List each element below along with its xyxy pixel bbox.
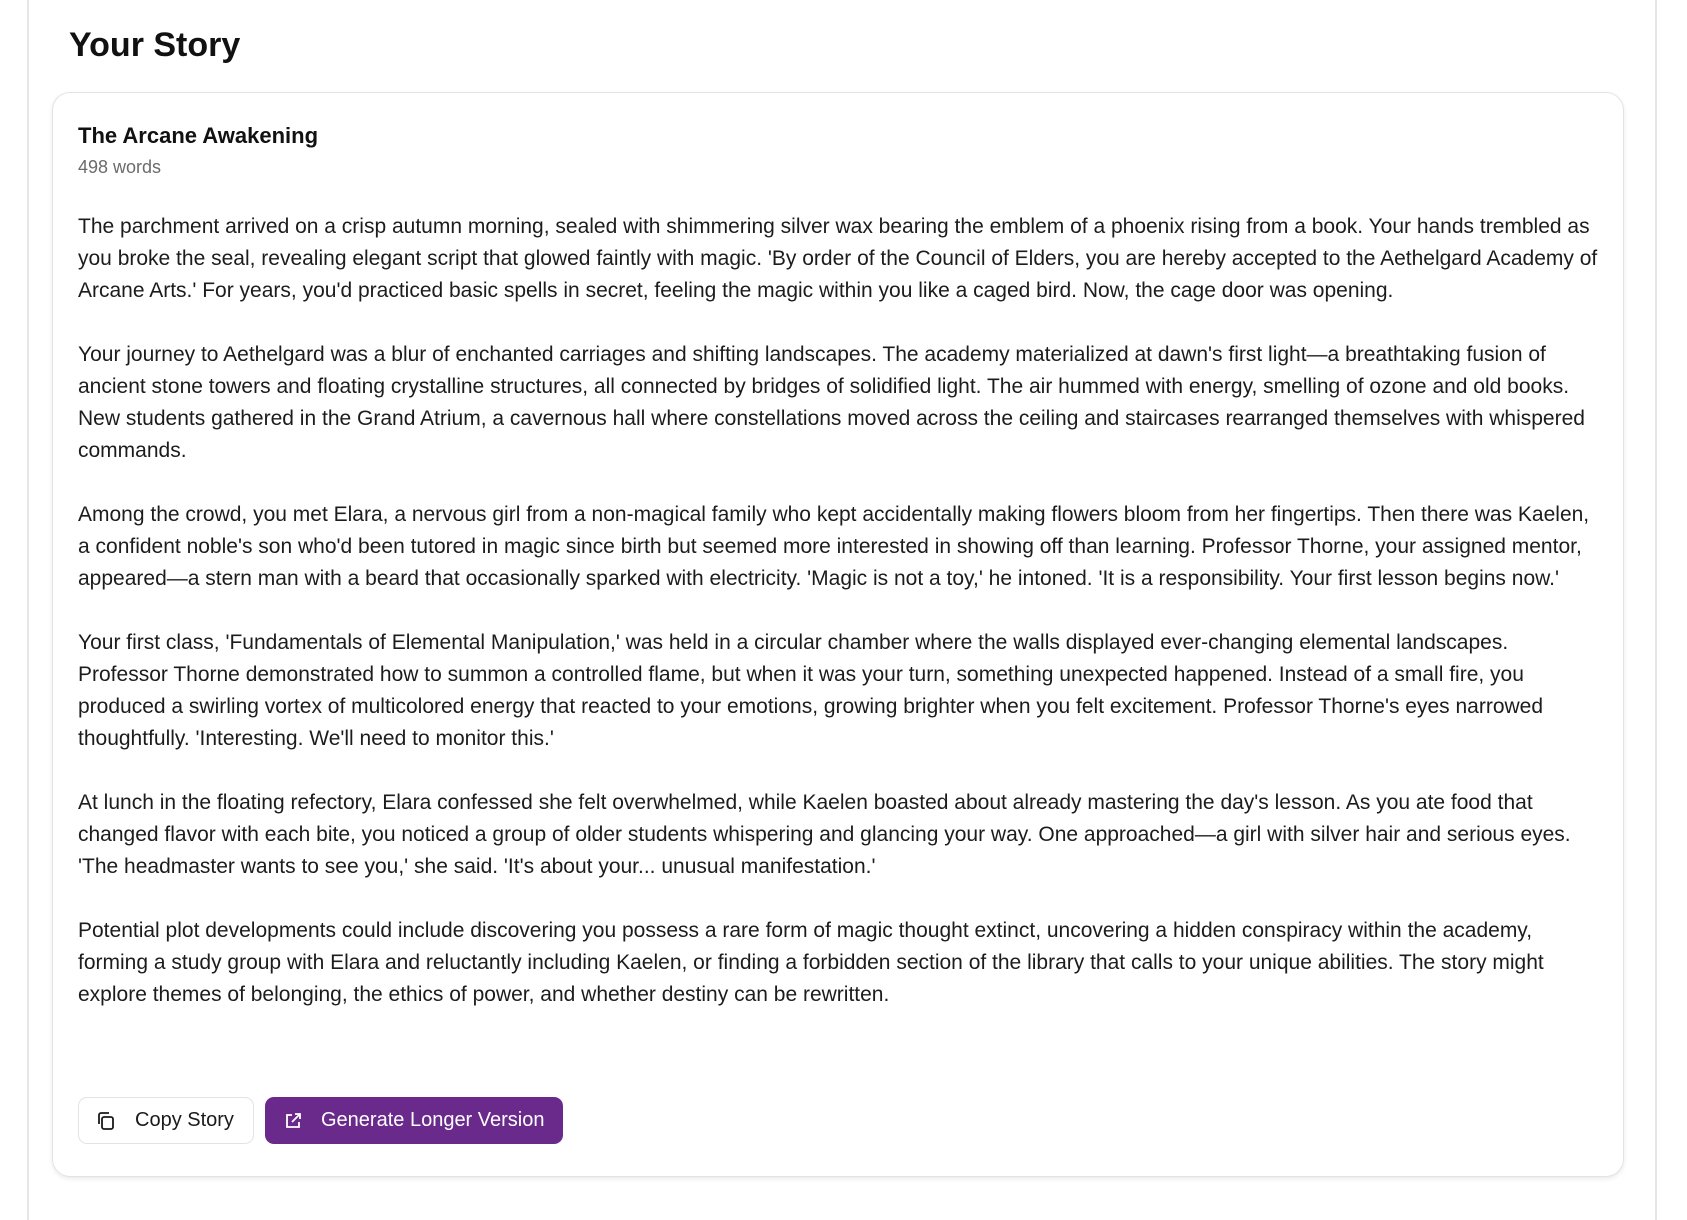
copy-story-label: Copy Story <box>135 1109 234 1131</box>
generate-longer-version-label: Generate Longer Version <box>321 1109 545 1131</box>
story-paragraph: At lunch in the floating refectory, Elara confessed she felt overwhelmed, while Kaelen boasted about already mastering the day's lesson. As you ate food that changed flavor with each bite, you noticed a group of older students whispering and glancing your way. One approached—a girl with silver hair and serious eyes. 'The headmaster wants to see you,' she said. 'It's about your... unusual manifestation.' <box>78 791 1571 878</box>
story-card <box>52 92 1624 1177</box>
story-body <box>78 211 1598 1043</box>
copy-story-button[interactable] <box>78 1097 254 1144</box>
story-paragraph: Potential plot developments could include discovering you possess a rare form of magic thought extinct, uncovering a hidden conspiracy within the academy, forming a study group with Elara and reluctantly including Kaelen, or finding a forbidden section of the library that calls to your unique abilities. The story might explore themes of belonging, the ethics of power, and whether destiny can be rewritten. <box>78 919 1544 1006</box>
external-link-icon <box>283 1111 303 1131</box>
story-paragraph: Among the crowd, you met Elara, a nervous girl from a non-magical family who kept accidentally making flowers bloom from her fingertips. Then there was Kaelen, a confident noble's son who'd been tutored in magic since birth but seemed more interested in showing off than learning. Professor Thorne, your assigned mentor, appeared—a stern man with a beard that occasionally sparked with electricity. 'Magic is not a toy,' he intoned. 'It is a responsibility. Your first lesson begins now.' <box>78 503 1590 590</box>
story-paragraph: Your journey to Aethelgard was a blur of enchanted carriages and shifting landscapes. The academy materialized at dawn's first light—a breathtaking fusion of ancient stone towers and floating crystalline structures, all connected by bridges of solidified light. The air hummed with energy, smelling of ozone and old books. New students gathered in the Grand Atrium, a cavernous hall where constellations moved across the ceiling and staircases rearranged themselves with whispered commands. <box>78 343 1585 462</box>
story-title: The Arcane Awakening <box>78 123 319 148</box>
word-count: 498 words <box>78 157 162 177</box>
page-title: Your Story <box>69 26 241 64</box>
story-paragraph: The parchment arrived on a crisp autumn morning, sealed with shimmering silver wax bearing the emblem of a phoenix rising from a book. Your hands trembled as you broke the seal, revealing elegant script that glowed faintly with magic. 'By order of the Council of Elders, you are hereby accepted to the Aethelgard Academy of Arcane Arts.' For years, you'd practiced basic spells in secret, feeling the magic within you like a caged bird. Now, the cage door was opening. <box>78 215 1598 302</box>
copy-icon <box>95 1110 117 1132</box>
story-paragraph: Your first class, 'Fundamentals of Elemental Manipulation,' was held in a circular chamber where the walls displayed ever-changing elemental landscapes. Professor Thorne demonstrated how to summon a controlled flame, but when it was your turn, something unexpected happened. Instead of a small fire, you produced a swirling vortex of multicolored energy that reacted to your emotions, growing brighter when you felt excitement. Professor Thorne's eyes narrowed thoughtfully. 'Interesting. We'll need to monitor this.' <box>78 631 1544 750</box>
story-actions <box>78 1097 563 1144</box>
generate-longer-version-button[interactable] <box>265 1097 563 1144</box>
